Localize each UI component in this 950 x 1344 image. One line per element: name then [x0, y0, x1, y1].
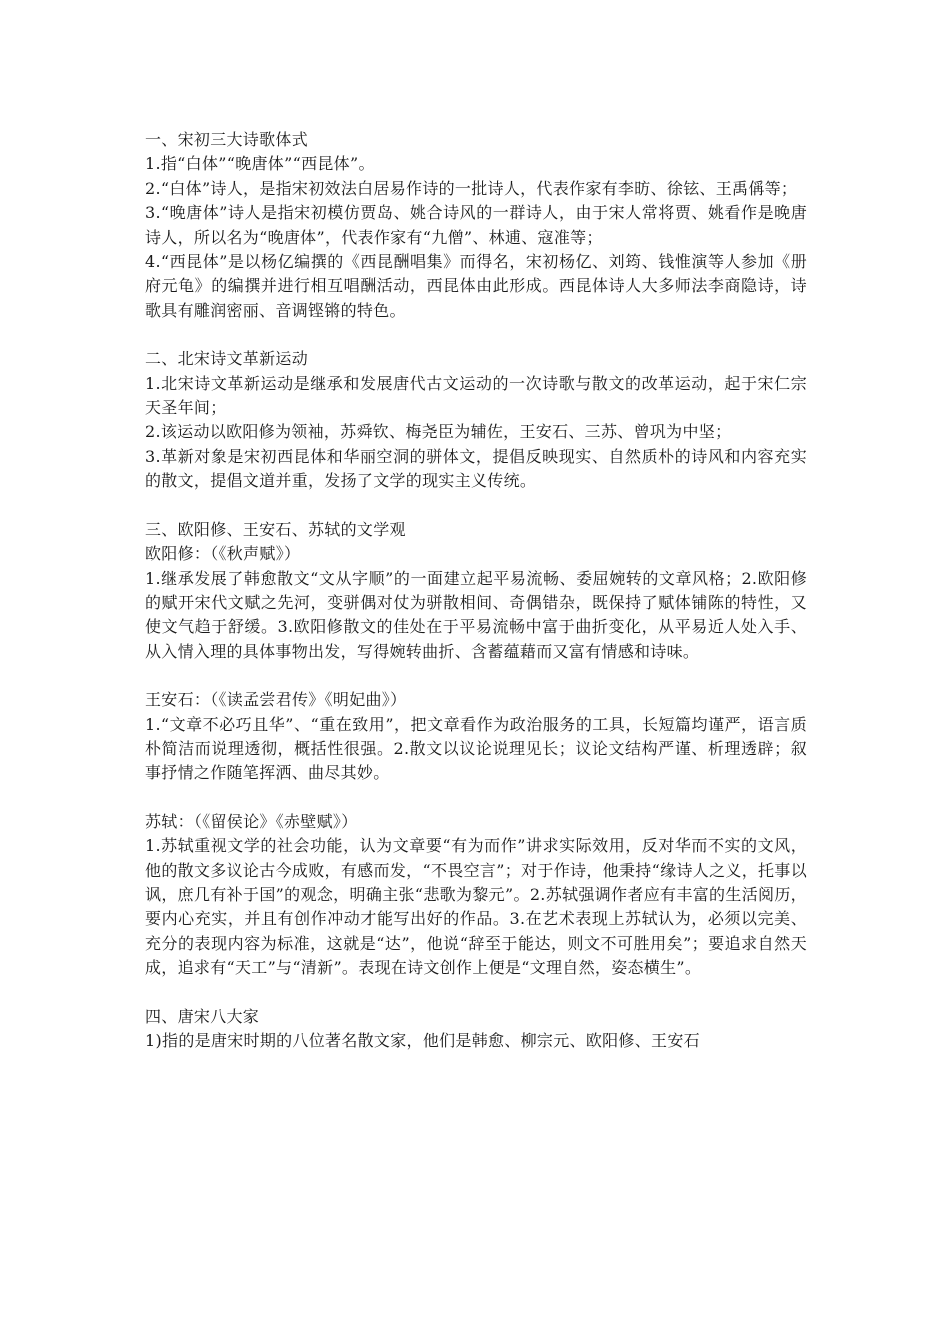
- paragraph: 3.革新对象是宋初西昆体和华丽空洞的骈体文，提倡反映现实、自然质朴的诗风和内容充实的散文，提倡文道并重，发扬了文学的现实主义传统。: [145, 446, 807, 491]
- paragraph: 1.北宋诗文革新运动是继承和发展唐代古文运动的一次诗歌与散文的改革运动，起于宋仁宗天圣年间；: [145, 373, 807, 418]
- section-heading: 三、欧阳修、王安石、苏轼的文学观: [145, 519, 406, 539]
- section-heading: 二、北宋诗文革新运动: [145, 349, 309, 369]
- author-block-ouyang-xiu: [145, 542, 807, 664]
- document-page: [145, 128, 807, 1053]
- section-reform-movement: [145, 347, 807, 493]
- paragraph: 4.“西昆体”是以杨亿编撰的《西昆酬唱集》而得名，宋初杨亿、刘筠、钱惟演等人参加《册府元龟》的编撰并进行相互唱酬活动，西昆体由此形成。西昆体诗人大多师法李商隐诗，诗歌具有雕润密丽、音调铿锵的特色。: [145, 252, 807, 320]
- author-subheading: 王安石：（《读孟尝君传》《明妃曲》）: [145, 690, 407, 710]
- author-subheading: 欧阳修：（《秋声赋》）: [145, 544, 301, 564]
- paragraph: 3.“晚唐体”诗人是指宋初模仿贾岛、姚合诗风的一群诗人，由于宋人常将贾、姚看作是晚唐诗人，所以名为“晚唐体”，代表作家有“九僧”、林逋、寇准等；: [145, 203, 807, 247]
- paragraph: 2.该运动以欧阳修为领袖，苏舜钦、梅尧臣为辅佐，王安石、三苏、曾巩为中坚；: [145, 422, 732, 442]
- author-subheading: 苏轼：（《留侯论》《赤壁赋》）: [145, 811, 358, 831]
- section-literary-views: [145, 518, 807, 981]
- paragraph: 1.继承发展了韩愈散文“文从字顺”的一面建立起平易流畅、委屈婉转的文章风格；2.欧阳修的赋开宋代文赋之先河，变骈偶对仗为骈散相间、奇偶错杂，既保持了赋体铺陈的特性，又使文气趋于舒缓。3.欧阳修散文的佳处在于平易流畅中富于曲折变化，从平易近人处入手、从入情入理的具体事物出发，写得婉转曲折、含蓄蕴藉而又富有情感和诗味。: [145, 568, 807, 661]
- paragraph: 1.指“白体”“晚唐体”“西昆体”。: [145, 154, 375, 174]
- section-eight-masters: [145, 1005, 807, 1054]
- paragraph: 1.“文章不必巧且华”、“重在致用”，把文章看作为政治服务的工具，长短篇均谨严，语言质朴简洁而说理透彻，概括性很强。2.散文以议论说理见长；议论文结构严谨、析理透辟；叙事抒情之作随笔挥洒、曲尽其妙。: [145, 714, 807, 783]
- section-song-poetry-styles: [145, 128, 807, 323]
- section-heading: 一、宋初三大诗歌体式: [145, 130, 309, 149]
- section-heading: 四、唐宋八大家: [145, 1006, 260, 1026]
- paragraph: 2.“白体”诗人，是指宋初效法白居易作诗的一批诗人，代表作家有李昉、徐铉、王禹偁等；: [145, 178, 798, 198]
- paragraph: 1.苏轼重视文学的社会功能，认为文章要“有为而作”讲求实际效用，反对华而不实的文风，他的散文多议论古今成败，有感而发，“不畏空言”；对于作诗，他秉持“缘诗人之义，托事以讽，庶几有补于国”的观念，明确主张“悲歌为黎元”。2.苏轼强调作者应有丰富的生活阅历，要内心充实，并且有创作冲动才能写出好的作品。3.在艺术表现上苏轼认为，必须以完美、充分的表现内容为标准，这就是“达”，他说“辞至于能达，则文不可胜用矣”；要追求自然天成，追求有“天工”与“清新”。表现在诗文创作上便是“文理自然，姿态横生”。: [145, 836, 807, 978]
- paragraph: 1)指的是唐宋时期的八位著名散文家，他们是韩愈、柳宗元、欧阳修、王安石: [145, 1031, 700, 1050]
- author-block-wang-anshi: [145, 688, 807, 786]
- author-block-su-shi: [145, 810, 807, 981]
